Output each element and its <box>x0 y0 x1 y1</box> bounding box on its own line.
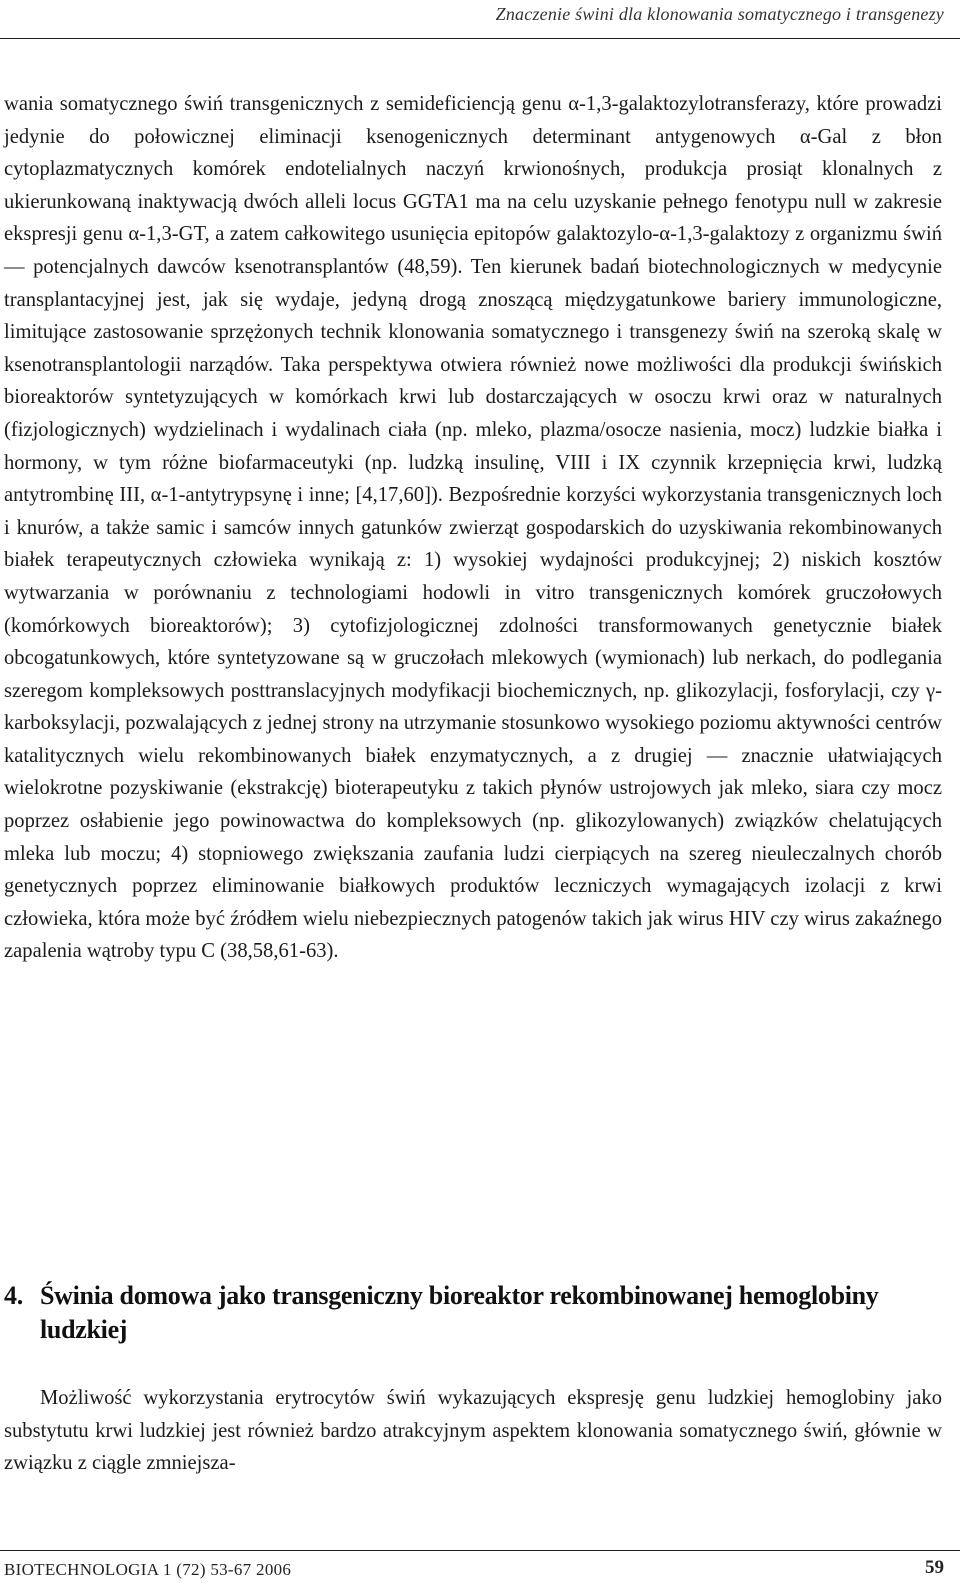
journal-reference: BIOTECHNOLOGIA 1 (72) 53-67 2006 <box>4 1560 292 1579</box>
footer-divider <box>0 1550 960 1551</box>
section-number: 4. <box>4 1281 23 1310</box>
page-number: 59 <box>925 1557 944 1578</box>
body-paragraph: wania somatycznego świń transgenicznych z semideficiencją genu α-1,3-galaktozylotransferazy, które prowadzi jedynie do połowicznej eliminacji ksenogenicznych determinant antygenowych α-Gal z błon cytoplazmatycznych komórek endotelialnych naczyń krwionośnych, produkcja prosiąt klonalnych z ukierunkowaną inaktywacją dwóch alleli locus GGTA1 ma na celu uzyskanie pełnego fenotypu null w zakresie ekspresji genu α-1,3-GT, a zatem całkowitego usunięcia epitopów galaktozylo-α-1,3-galaktozy z organizmu świń — potencjalnych dawców ksenotransplantów (48,59). Ten kierunek badań biotechnologicznych w medycynie transplantacyjnej jest, jak się wydaje, jedyną drogą znoszącą międzygatunkowe bariery immunologiczne, limitujące zastosowanie sprzężonych technik klonowania somatycznego i transgenezy świń na szeroką skalę w ksenotransplantologii narządów. Taka perspektywa otwiera również nowe możliwości dla produkcji świńskich bioreaktorów syntetyzujących w komórkach krwi lub dostarczających w osoczu krwi oraz w naturalnych (fizjologicznych) wydzielinach i wydalinach ciała (np. mleko, plazma/osocze nasienia, mocz) ludzkie białka i hormony, w tym różne biofarmaceutyki (np. ludzką insulinę, VIII i IX czynnik krzepnięcia krwi, ludzką antytrombinę III, α-1-antytrypsynę i inne; [4,17,60]). Bezpośrednie korzyści wykorzystania transgenicznych loch i knurów, a także samic i samców innych gatunków zwierząt gospodarskich do uzyskiwania rekombinowanych białek terapeutycznych człowieka wynikają z: 1) wysokiej wydajności produkcyjnej; 2) niskich kosztów wytwarzania w porównaniu z technologiami hodowli in vitro transgenicznych komórek gruczołowych (komórkowych bioreaktorów); 3) cytofizjologicznej zdolności transformowanych genetycznie białek obcogatunkowych, które syntetyzowane są w gruczołach mlekowych (wymionach) lub nerkach, do podlegania szeregom kompleksowych posttranslacyjnych modyfikacji biochemicznych, np. glikozylacji, fosforylacji, czy γ-karboksylacji, pozwalających z jednej strony na utrzymanie stosunkowo wysokiego poziomu aktywności centrów katalitycznych wielu rekombinowanych białek enzymatycznych, a z drugiej — znacznie ułatwiających wielokrotne pozyskiwanie (ekstrakcję) bioterapeutyku z takich płynów ustrojowych jak mleko, siara czy mocz poprzez osłabienie jego powinowactwa do kompleksowych (np. glikozylowanych) związków chelatujących mleka lub moczu; 4) stopniowego zwiększania zaufania ludzi cierpiących na szereg nieuleczalnych chorób genetycznych poprzez eliminowanie białkowych produktów leczniczych wymagających izolacji z krwi człowieka, która może być źródłem wielu niebezpiecznych patogenów takich jak wirus HIV czy wirus zakaźnego zapalenia wątroby typu C (38,58,61-63). <box>4 93 942 963</box>
header-divider <box>0 38 960 39</box>
running-header: Znaczenie świni dla klonowania somatycznego i transgenezy <box>495 4 944 24</box>
section-heading <box>4 1279 904 1347</box>
body-paragraph-2: Możliwość wykorzystania erytrocytów świń wykazujących ekspresję genu ludzkiej hemoglobiny jako substytutu krwi ludzkiej jest również bardzo atrakcyjnym aspektem klonowania somatycznego świń, głównie w związku z ciągle zmniejsza- <box>4 1387 942 1475</box>
section-title: Świnia domowa jako transgeniczny bioreaktor rekombinowanej hemoglobiny ludzkiej <box>40 1281 879 1344</box>
